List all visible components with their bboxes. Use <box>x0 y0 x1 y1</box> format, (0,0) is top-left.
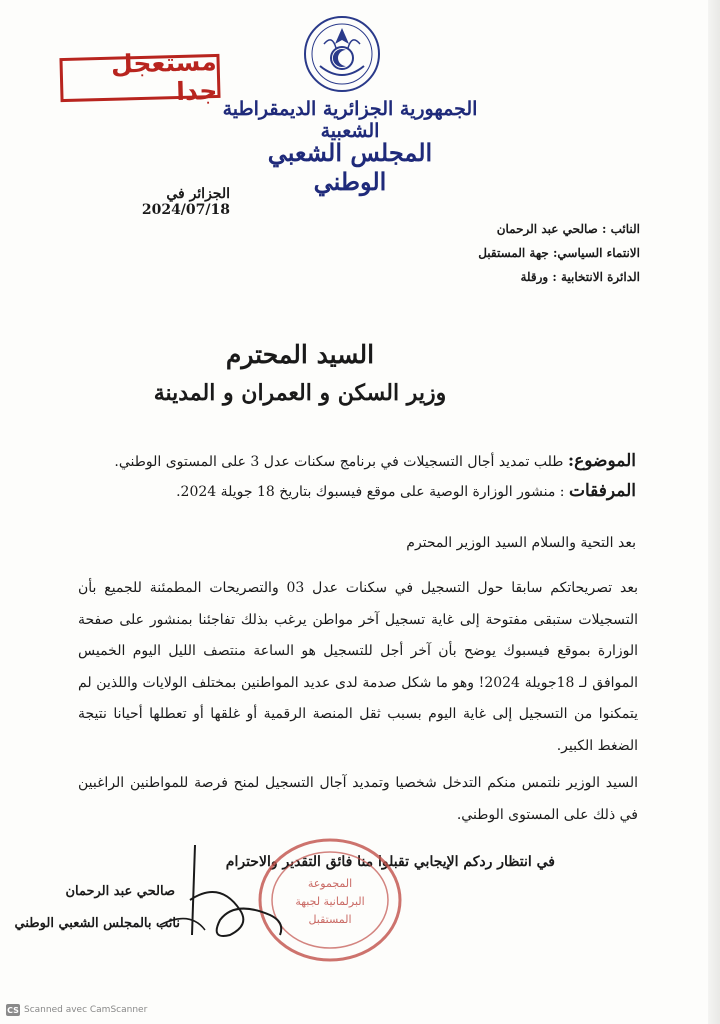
salutation-recipient: وزير السكن و العمران و المدينة <box>153 380 447 406</box>
signature-name: صالحي عبد الرحمان <box>65 884 175 899</box>
sender-affiliation: الانتماء السياسي: جهة المستقبل <box>478 246 640 260</box>
camscanner-logo-icon: CS <box>7 1005 19 1015</box>
sender-district: الدائرة الانتخابية : ورقلة <box>520 270 640 284</box>
republic-header: الجمهورية الجزائرية الديمقراطية الشعبية <box>222 98 478 142</box>
body-paragraph-1: بعد تصريحاتكم سابقا حول التسجيل في سكنات عدل 03 والتصريحات المطمئنة للجميع بأن التسجيلات ستبقى مفتوحة إلى غاية تسجيل آخر مواطن يرغب بذلك تفاجئنا بمنشور على صفحة الوزارة بموقع فيسبوك يوضح بأن آخر أجل للتسجيل هو الساعة منتصف الليل اليوم الخميس الموافق لـ 18جويلة 2024! وهو ما شكل صدمة لدى عديد المواطنين بمختلف الولايات واللذين لم يتمكنوا من التسجيل إلى غاية اليوم بسبب ثقل المنصة الرقمية أو غلقها أو تعطلها أحيانا نتيجة الضغط الكبير. <box>78 580 639 754</box>
stamp-line-3: المستقبل <box>308 913 352 926</box>
subject-label: الموضوع: <box>567 451 636 471</box>
assembly-header: المجلس الشعبي الوطني <box>267 138 433 196</box>
scanner-footer <box>6 1004 147 1016</box>
salutation-title: السيد المحترم <box>225 340 375 369</box>
attachments-text: : منشور الوزارة الوصية على موقع فيسبوك بتاريخ 18 جويلة 2024. <box>176 484 569 500</box>
greeting: بعد التحية والسلام السيد الوزير المحترم <box>406 535 636 551</box>
sender-deputy: النائب : صالحي عبد الرحمان <box>496 222 640 236</box>
letter-date: الجزائر في 2024/07/18 <box>141 186 230 218</box>
attachments-line <box>76 480 636 504</box>
attachments-label: المرفقات <box>568 481 636 501</box>
subject-line <box>76 450 636 474</box>
body-paragraph-2: السيد الوزير نلتمس منكم التدخل شخصيا وتمديد آجال التسجيل لمنح فرصة للمواطنين الراغبين في ذلك على المستوى الوطني. <box>78 775 638 823</box>
stamp-line-1: المجموعة <box>307 877 353 890</box>
subject-text: طلب تمديد أجال التسجيلات في برنامج سكنات عدل 3 على المستوى الوطني. <box>114 454 568 470</box>
national-emblem-icon <box>302 14 382 94</box>
scanner-footer-text: Scanned avec CamScanner <box>24 1005 148 1015</box>
urgent-stamp: مستعجل جدا <box>59 54 220 102</box>
closing-line: في انتظار ردكم الإيجابي تقبلوا منا فائق التقدير والاحترام <box>225 854 555 870</box>
stamp-line-2: البرلمانية لجبهة <box>295 895 365 908</box>
signature-title: نائب بالمجلس الشعبي الوطني <box>14 916 180 931</box>
page-edge <box>708 0 720 1024</box>
